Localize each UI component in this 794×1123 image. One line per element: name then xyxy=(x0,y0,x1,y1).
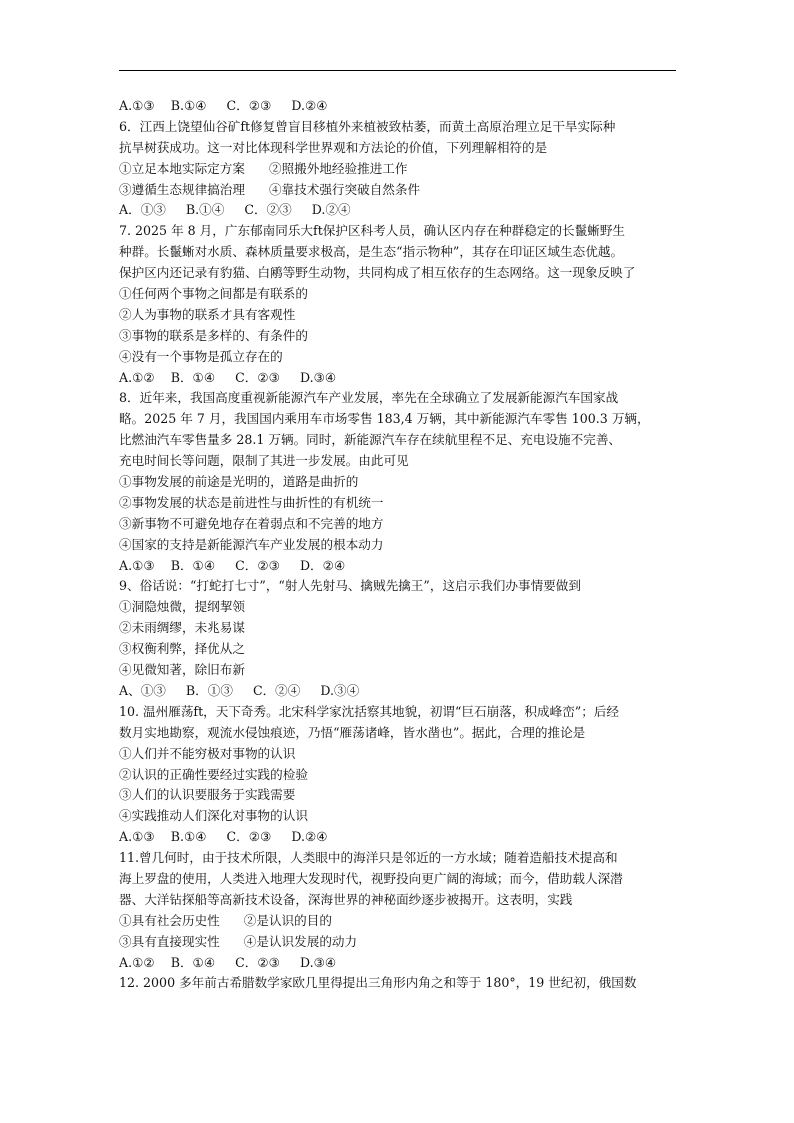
header-rule xyxy=(119,70,676,71)
q9-statement-1: ①洞隐烛微，提纲挈领 xyxy=(119,599,245,615)
q6-statements-3-4: ③遵循生态规律搞治理 ④靠技术强行突破自然条件 xyxy=(119,181,421,197)
q8-answer-options: A.①③ B．①④ C．②③ D．②④ xyxy=(119,557,346,573)
q12-stem-line-1: 12. 2000 多年前古希腊数学家欧几里得提出三角形内角之和等于 180°，19 世纪初，俄国数 xyxy=(119,975,637,991)
q6-answer-options: A．①③ B.①④ C．②③ D.②④ xyxy=(119,202,351,218)
q6-statements-1-2: ①立足本地实际定方案 ②照搬外地经验推进工作 xyxy=(119,160,408,176)
q9-stem: 9、俗话说：“打蛇打七寸”，“射人先射马、擒贼先擒王”，这启示我们办事情要做到 xyxy=(119,578,581,594)
q11-statements-1-2: ①具有社会历史性 ②是认识的目的 xyxy=(119,912,332,928)
q10-answer-options: A.①③ B.①④ C．②③ D.②④ xyxy=(119,829,328,845)
document-body xyxy=(119,96,679,994)
q11-stem-line-3: 器、大洋钻探船等高新技术设备，深海世界的神秘面纱逐步被揭开。这表明，实践 xyxy=(119,891,573,907)
q8-statement-4: ④国家的支持是新能源汽车产业发展的根本动力 xyxy=(119,536,384,552)
q8-stem-line-3: 比燃油汽车零售量多 28.1 万辆。同时，新能源汽车存在续航里程不足、充电设施不完善、 xyxy=(119,432,622,448)
q8-stem-line-4: 充电时间长等问题，限制了其进一步发展。由此可见 xyxy=(119,453,409,469)
q9-statement-3: ③权衡利弊，择优从之 xyxy=(119,641,245,657)
q10-stem-line-1: 10. 温州雁荡ft，天下奇秀。北宋科学家沈括察其地貌，初谓“巨石崩落，积成峰峦”；后经 xyxy=(119,703,620,719)
q6-stem-line-1: 6．江西上饶望仙谷矿ft修复曾盲目移植外来植被致枯萎，而黄土高原治理立足干旱实际种 xyxy=(119,118,616,134)
q10-statement-4: ④实践推动人们深化对事物的认识 xyxy=(119,808,308,824)
q6-stem-line-2: 抗旱树获成功。这一对比体现科学世界观和方法论的价值，下列理解相符的是 xyxy=(119,139,548,155)
q8-stem-line-2: 略。2025 年 7 月，我国国内乘用车市场零售 183,4 万辆，其中新能源汽车零售 100.3 万辆， xyxy=(119,411,650,427)
q9-statement-4: ④见微知著，除旧布新 xyxy=(119,662,245,678)
q10-stem-line-2: 数月实地勘察，观流水侵蚀痕迹，乃悟“雁荡诸峰，皆水凿也”。据此，合理的推论是 xyxy=(119,724,586,740)
q8-statement-2: ②事物发展的状态是前进性与曲折性的有机统一 xyxy=(119,494,384,510)
q5-answer-options: A.①③ B.①④ C．②③ D.②④ xyxy=(119,98,328,113)
q8-statement-1: ①事物发展的前途是光明的，道路是曲折的 xyxy=(119,474,359,490)
q10-statement-2: ②认识的正确性要经过实践的检验 xyxy=(119,766,308,782)
q10-statement-1: ①人们并不能穷极对事物的认识 xyxy=(119,745,296,761)
q7-statement-3: ③事物的联系是多样的、有条件的 xyxy=(119,327,308,343)
q8-stem-line-1: 8．近年来，我国高度重视新能源汽车产业发展，率先在全球确立了发展新能源汽车国家战 xyxy=(119,390,619,406)
q11-stem-line-1: 11.曾几何时，由于技术所限，人类眼中的海洋只是邻近的一方水域；随着造船技术提高和 xyxy=(119,850,618,866)
q9-answer-options: A、①③ B．①③ C．②④ D.③④ xyxy=(119,682,360,698)
q7-answer-options: A.①② B．①④ C．②③ D.③④ xyxy=(119,369,337,385)
q7-statement-2: ②人为事物的联系才具有客观性 xyxy=(119,306,296,322)
q10-statement-3: ③人们的认识要服务于实践需要 xyxy=(119,787,296,803)
q11-stem-line-2: 海上罗盘的使用，人类进入地理大发现时代，视野投向更广阔的海域；而今，借助载人深潜 xyxy=(119,870,623,886)
q7-stem-line-1: 7. 2025 年 8 月，广东郁南同乐大ft保护区科考人员，确认区内存在种群稳定的长鬣蜥野生 xyxy=(119,223,626,239)
q11-statements-3-4: ③具有直接现实性 ④是认识发展的动力 xyxy=(119,933,358,949)
q8-statement-3: ③新事物不可避免地存在着弱点和不完善的地方 xyxy=(119,515,384,531)
q7-statement-4: ④没有一个事物是孤立存在的 xyxy=(119,348,283,364)
q9-statement-2: ②未雨绸缪，未兆易谋 xyxy=(119,620,245,636)
q7-statement-1: ①任何两个事物之间都是有联系的 xyxy=(119,286,308,302)
q11-answer-options: A.①② B．①④ C．②③ D.③④ xyxy=(119,954,337,970)
q7-stem-line-3: 保护区内还记录有豹猫、白鹇等野生动物，共同构成了相互依存的生态网络。这一现象反映了 xyxy=(119,265,636,281)
q7-stem-line-2: 种群。长鬣蜥对水质、森林质量要求极高，是生态“指示物种”，其存在印证区域生态优越。 xyxy=(119,244,624,260)
